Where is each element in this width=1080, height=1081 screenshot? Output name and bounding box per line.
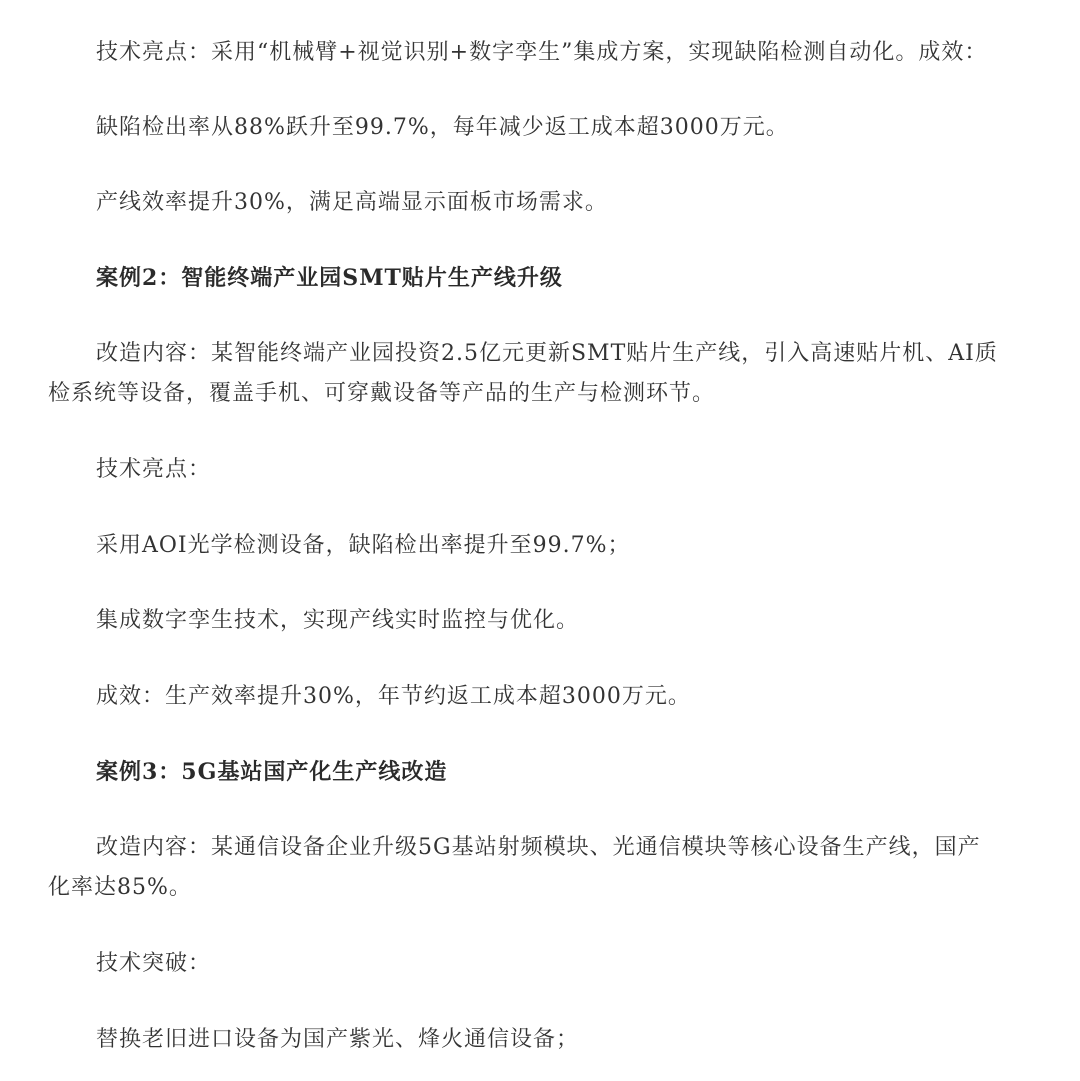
paragraph-case2-content-line1: 改造内容：某智能终端产业园投资2.5亿元更新SMT贴片生产线，引入高速贴片机、AI质 <box>96 341 998 366</box>
heading-case-2: 案例2：智能终端产业园SMT贴片生产线升级 <box>96 265 563 291</box>
heading-case-3: 案例3：5G基站国产化生产线改造 <box>96 759 448 785</box>
paragraph-replace-equipment: 替换老旧进口设备为国产紫光、烽火通信设备； <box>96 1027 580 1052</box>
paragraph-tech-highlight-1: 技术亮点：采用“机械臂+视觉识别+数字孪生”集成方案，实现缺陷检测自动化。成效： <box>96 40 988 65</box>
paragraph-tech-highlight-2: 技术亮点： <box>96 457 212 482</box>
paragraph-case2-content-line2: 检系统等设备，覆盖手机、可穿戴设备等产品的生产与检测环节。 <box>48 381 716 406</box>
paragraph-tech-breakthrough: 技术突破： <box>96 951 212 976</box>
paragraph-efficiency: 产线效率提升30%，满足高端显示面板市场需求。 <box>96 190 608 215</box>
paragraph-case2-results: 成效：生产效率提升30%，年节约返工成本超3000万元。 <box>96 684 691 709</box>
paragraph-digital-twin: 集成数字孪生技术，实现产线实时监控与优化。 <box>96 608 580 633</box>
paragraph-aoi: 采用AOI光学检测设备，缺陷检出率提升至99.7%； <box>96 533 631 558</box>
paragraph-case3-content-line2: 化率达85%。 <box>48 875 192 900</box>
paragraph-defect-rate: 缺陷检出率从88%跃升至99.7%，每年减少返工成本超3000万元。 <box>96 115 789 140</box>
paragraph-case3-content-line1: 改造内容：某通信设备企业升级5G基站射频模块、光通信模块等核心设备生产线，国产 <box>96 835 981 860</box>
